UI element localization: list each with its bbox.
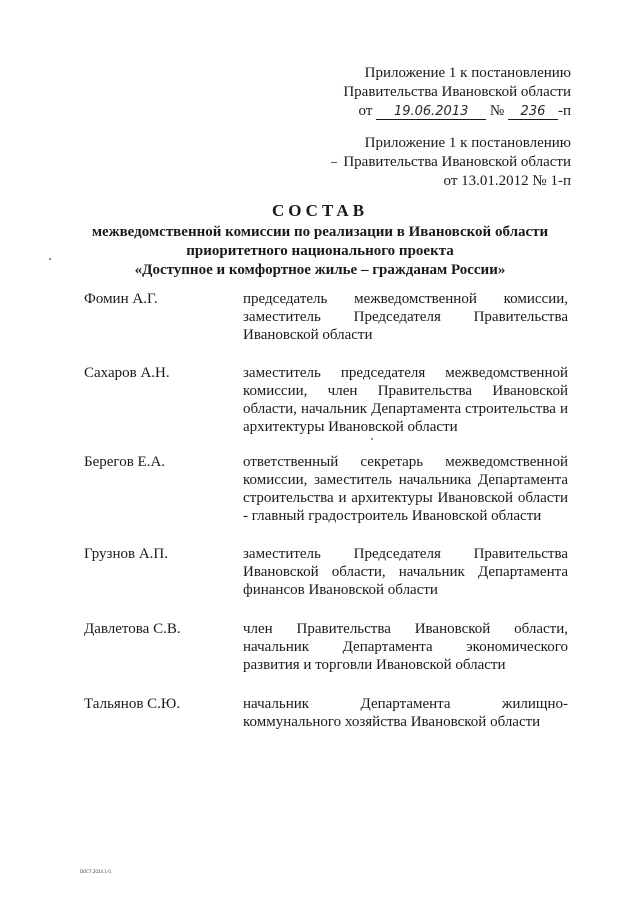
appendix-original-line3: от 13.01.2012 № 1-п (443, 173, 571, 189)
title-heading: СОСТАВ (271, 201, 369, 220)
member-description: заместитель председателя межведомственной комиссии, член Правительства Ивановской области, начальник Департамента строительства и архитектуры Ивановской области (243, 365, 568, 435)
appendix-original-line1: Приложение 1 к постановлению (364, 135, 571, 151)
member-description: начальник Департамента жилищно-коммунального хозяйства Ивановской области (243, 696, 568, 730)
member-name: Сахаров А.Н. (84, 365, 170, 381)
appendix-current-date-line (343, 102, 571, 121)
member-row (84, 620, 568, 674)
scan-speck (49, 258, 51, 260)
number-suffix: -п (557, 103, 571, 119)
member-description: заместитель Председателя Правительства Ивановской области, начальник Департамента финансов Ивановской области (243, 546, 568, 598)
member-row (84, 695, 568, 731)
appendix-current-line2: Правительства Ивановской области (343, 84, 571, 100)
member-row (84, 364, 568, 436)
footer-code: DOC7.2024.1-0. (80, 869, 113, 874)
member-name: Грузнов А.П. (84, 546, 168, 562)
document-title (0, 200, 640, 280)
appendix-original-line2: Правительства Ивановской области (343, 154, 571, 170)
member-description: председатель межведомственной комиссии, заместитель Председателя Правительства Ивановской области (243, 291, 568, 343)
member-row (84, 545, 568, 599)
members-list (84, 290, 568, 731)
scan-speck (371, 438, 373, 440)
appendix-original-header (343, 134, 571, 191)
number-sign: № (489, 103, 505, 119)
title-line1: межведомственной комиссии по реализации в Ивановской области (91, 224, 549, 240)
member-description: член Правительства Ивановской области, начальник Департамента экономического развития и торговли Ивановской области (243, 621, 568, 673)
member-name: Тальянов С.Ю. (84, 696, 181, 712)
member-row (84, 290, 568, 344)
member-row (84, 453, 568, 525)
appendix-current-header (343, 64, 571, 121)
handwritten-date: 19.06.2013 (376, 104, 486, 120)
appendix-current-line1: Приложение 1 к постановлению (364, 65, 571, 81)
handwritten-number: 236 (508, 104, 558, 120)
member-name: Берегов Е.А. (84, 454, 166, 470)
member-name: Давлетова С.В. (84, 621, 181, 637)
pen-mark (331, 162, 337, 163)
date-prefix: от (358, 103, 373, 119)
appendix-original-line2-wrap (343, 153, 571, 172)
title-line3: «Доступное и комфортное жилье – гражданам России» (134, 262, 506, 278)
member-description: ответственный секретарь межведомственной комиссии, заместитель начальника Департамента строительства и архитектуры Ивановской области - главный градостроитель Ивановской области (243, 454, 568, 524)
member-name: Фомин А.Г. (84, 291, 158, 307)
title-line2: приоритетного национального проекта (186, 243, 454, 259)
